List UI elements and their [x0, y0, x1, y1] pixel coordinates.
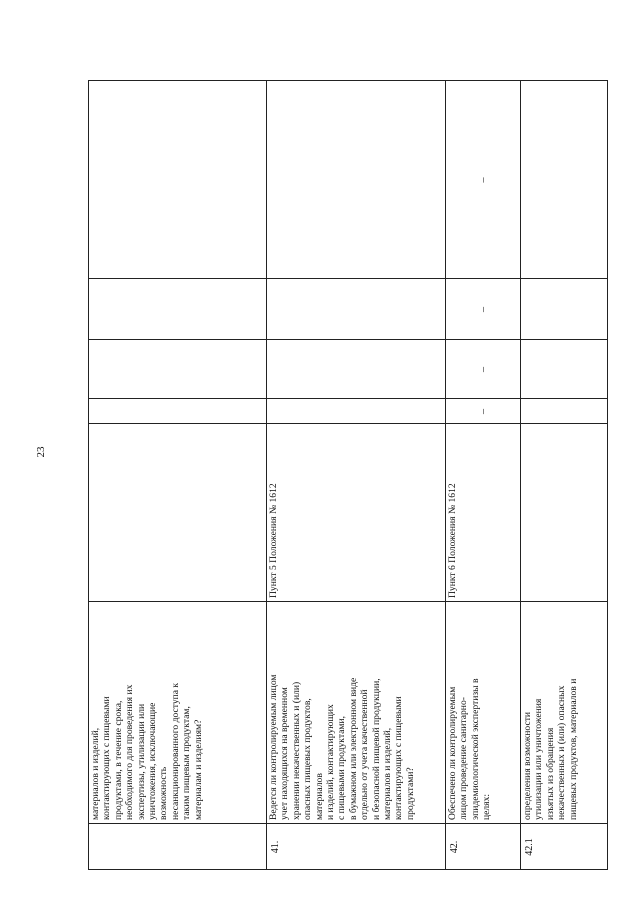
column-divider — [88, 398, 608, 399]
yes-mark: – — [478, 409, 489, 414]
no-mark: – — [478, 367, 489, 372]
not-applicable-mark: – — [478, 307, 489, 312]
reference-text: Пункт 6 Положения № 1612 — [447, 483, 458, 598]
page-number: 23 — [35, 446, 47, 458]
question-text: определения возможности утилизации или уничтожения изъятых из обращения некачественных и (или) опасных пищевых продуктов, материалов и — [522, 678, 579, 820]
column-divider — [88, 278, 608, 279]
reference-text — [520, 416, 611, 602]
row-number — [88, 824, 270, 870]
row-number: 41. — [270, 840, 281, 854]
row-number: 42. — [449, 840, 460, 854]
question-text: материалов и изделий, контактирующих с пищевыми продуктами, в течение срока, необходимого для проведения их экспертизы, утилизации или уничтожения, исключающие возможность несанкционированного доступа к таким пищевым продуктам, материалам и изделиям? — [90, 682, 204, 820]
checklist-table — [88, 80, 608, 870]
column-divider — [88, 339, 608, 340]
reference-text: Пункт 5 Положения № 1612 — [268, 483, 279, 598]
question-text: Ведется ли контролируемым лицом учет находящихся на временном хранении некачественных и (или) опасных пищевых продуктов, материалов и изделий, контактирующих с пищевыми продуктами, в бумажном или электронном виде отдельно от учета качественной и безопасной пищевой продукции, материалов и изделий, контактирующих с пищевыми продуктами? — [268, 674, 416, 820]
question-text: Обеспечено ли контролируемым лицом проведение санитарно- эпидемиологической экспертизы в целях: — [447, 678, 493, 820]
table-border-right — [88, 80, 608, 81]
reference-text — [88, 416, 270, 602]
row-number: 42.1 — [524, 838, 535, 856]
note-mark: – — [478, 177, 489, 183]
